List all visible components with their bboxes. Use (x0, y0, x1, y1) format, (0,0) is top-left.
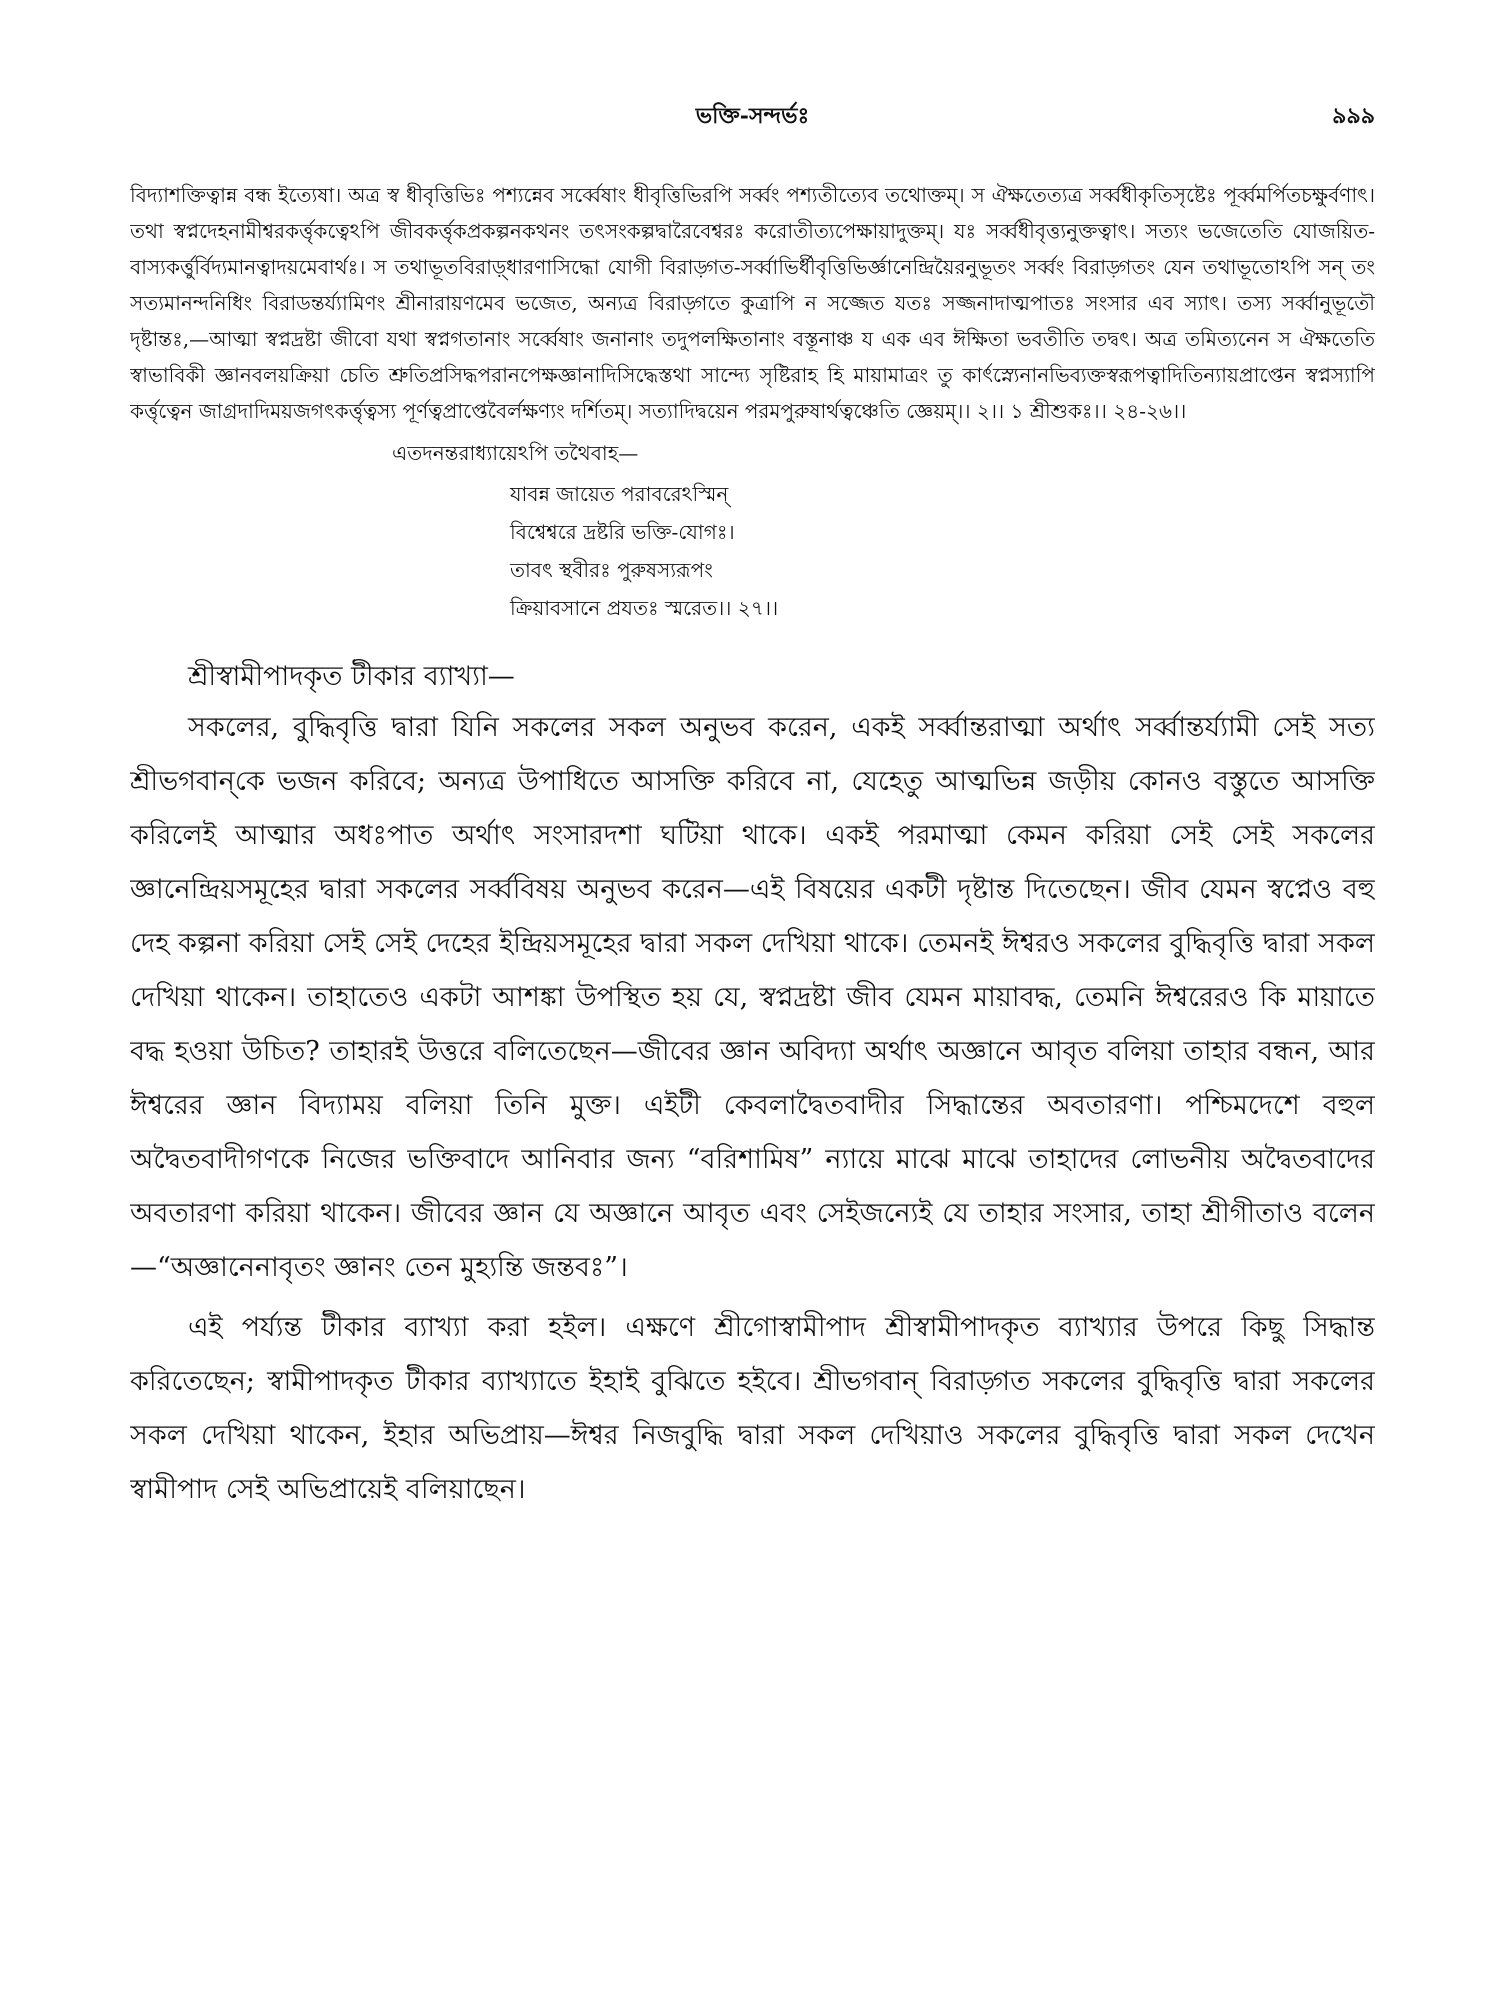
bengali-paragraph: এই পর্য্যন্ত টীকার ব্যাখ্যা করা হইল। এক্ষণে শ্রীগোস্বামীপাদ শ্রীস্বামীপাদকৃত ব্যাখ্যার উপরে কিছু সিদ্ধান্ত করিতেছেন; স্বামীপাদকৃত টীকার ব্যাখ্যাতে ইহাই বুঝিতে হইবে। শ্রীভগবান্ বিরাড়্গত সকলের বুদ্ধিবৃত্তি দ্বারা সকলের সকল দেখিয়া থাকেন, ইহার অভিপ্রায়—ঈশ্বর নিজবুদ্ধি দ্বারা সকল দেখিয়াও সকলের বুদ্ধিবৃত্তি দ্বারা সকল দেখেন স্বামীপাদ সেই অভিপ্রায়েই বলিয়াছেন। (130, 1312, 1375, 1505)
verse-block (510, 475, 1375, 627)
verse-line: যাবন্ন জায়েত পরাবরেঽস্মিন্ (510, 482, 729, 506)
page-header (130, 95, 1375, 141)
verse-intro: এতদনন্তরাধ্যায়েঽপি তথৈবাহ— (392, 441, 639, 465)
page-number: ৯৯৯ (1332, 103, 1375, 129)
book-page (130, 95, 1375, 1975)
verse-line: বিশ্বেশ্বরে দ্রষ্টরি ভক্তি-যোগঃ। (510, 520, 735, 544)
verse-line: তাবৎ স্থবীরঃ পুরুষস্যরূপং (510, 558, 713, 582)
section-heading: শ্রীস্বামীপাদকৃত টীকার ব্যাখ্যা— (188, 661, 515, 692)
bengali-paragraph: সকলের, বুদ্ধিবৃত্তি দ্বারা যিনি সকলের সকল অনুভব করেন, একই সর্ব্বান্তরাত্মা অর্থাৎ সর্ব্বান্তর্য্যামী সেই সত্য শ্রীভগবান্‌কে ভজন করিবে; অন্যত্র উপাধিতে আসক্তি করিবে না, যেহেতু আত্মভিন্ন জড়ীয় কোনও বস্তুতে আসক্তি করিলেই আত্মার অধঃপাত অর্থাৎ সংসারদশা ঘটিয়া থাকে। একই পরমাত্মা কেমন করিয়া সেই সেই সকলের জ্ঞানেন্দ্রিয়সমূহের দ্বারা সকলের সর্ব্ববিষয় অনুভব করেন—এই বিষয়ের একটী দৃষ্টান্ত দিতেছেন। জীব যেমন স্বপ্নেও বহু দেহ কল্পনা করিয়া সেই সেই দেহের ইন্দ্রিয়সমূহের দ্বারা সকল দেখিয়া থাকে। তেমনই ঈশ্বরও সকলের বুদ্ধিবৃত্তি দ্বারা সকল দেখিয়া থাকেন। তাহাতেও একটা আশঙ্কা উপস্থিত হয় যে, স্বপ্নদ্রষ্টা জীব যেমন মায়াবদ্ধ, তেমনি ঈশ্বরেরও কি মায়াতে বদ্ধ হওয়া উচিত? তাহারই উত্তরে বলিতেছেন—জীবের জ্ঞান অবিদ্যা অর্থাৎ অজ্ঞানে আবৃত বলিয়া তাহার বন্ধন, আর ঈশ্বরের জ্ঞান বিদ্যাময় বলিয়া তিনি মুক্ত। এইটী কেবলাদ্বৈতবাদীর সিদ্ধান্তের অবতারণা। পশ্চিমদেশে বহুল অদ্বৈতবাদীগণকে নিজের ভক্তিবাদে আনিবার জন্য “বরিশামিষ” ন্যায়ে মাঝে মাঝে তাহাদের লোভনীয় অদ্বৈতবাদের অবতারণা করিয়া থাকেন। জীবের জ্ঞান যে অজ্ঞানে আবৃত এবং সেইজন্যেই যে তাহার সংসার, তাহা শ্রীগীতাও বলেন—“অজ্ঞানেনাবৃতং জ্ঞানং তেন মুহ্যন্তি জন্তবঃ”। (130, 712, 1375, 1283)
running-title: ভক্তি-সন্দর্ভঃ (695, 103, 810, 129)
sanskrit-commentary: বিদ্যাশক্তিত্বান্ন বন্ধ ইত্যেষা। অত্র স্ব ধীবৃত্তিভিঃ পশ্যন্নেব সর্ব্বেষাং ধীবৃত্তিভিরপি সর্ব্বং পশ্যতীত্যেব তথোক্তম্। স ঐক্ষতেত্যত্র সর্ব্বধীকৃতিসৃষ্টেঃ পূর্ব্বমর্পিতচক্ষুর্বণাৎ। তথা স্বপ্নদেহনামীশ্বরকর্ত্তৃকত্বেঽপি জীবকর্ত্তৃকপ্রকল্পনকথনং তৎসংকল্পদ্বারৈবেশ্বরঃ করোতীত্যপেক্ষায়াদুক্তম্। যঃ সর্ব্বধীবৃত্ত্যনুক্তত্বাৎ। সত্যং ভজেতেতি যোজয়িত-বাস্যকর্ত্তুর্বিদ্যমানত্বাদয়মেবার্থঃ। স তথাভূতবিরাড়্ধারণাসিদ্ধো যোগী বিরাড়্গত-সর্ব্বাভির্ধীবৃত্তিভির্জ্ঞানেন্দ্রিয়ৈরনুভূতং সর্ব্বং বিরাড়্গতং যেন তথাভূতোঽপি সন্ তং সত্যমানন্দনিধিং বিরাডন্তর্য্যামিণং শ্রীনারায়ণমেব ভজেত, অন্যত্র বিরাড়্গতে কুত্রাপি ন সজ্জেত যতঃ সজ্জনাদাত্মপাতঃ সংসার এব স্যাৎ। তস্য সর্ব্বানুভূতৌ দৃষ্টান্তঃ,—আত্মা স্বপ্নদ্রষ্টা জীবো যথা স্বপ্নগতানাং সর্ব্বেষাং জনানাং তদুপলক্ষিতানাং বস্তূনাঞ্চ য এক এব ঈক্ষিতা ভবতীতি তদ্বৎ। অত্র তমিত্যনেন স ঐক্ষতেতি স্বাভাবিকী জ্ঞানবলয়ক্রিয়া চেতি শ্রুতিপ্রসিদ্ধপরানপেক্ষজ্ঞানাদিসিদ্ধেস্তথা সান্দ্যে সৃষ্টিরাহ হি মায়ামাত্রং তু কার্ৎস্ন্যেনানভিব্যক্তস্বরূপত্বাদিতিন্যায়প্রাপ্তেন স্বপ্নস্যাপি কর্ত্তৃত্বেন জাগ্রদাদিময়জগৎকর্ত্তৃত্বস্য পূর্ণত্বপ্রাপ্তেবৈর্লক্ষণ্যং দর্শিতম্। সত্যাদিদ্বয়েন পরমপুরুষার্থত্বঞ্চেতি জ্ঞেয়ম্।। ২।। ১ শ্রীশুকঃ।। ২৪-২৬।। (130, 183, 1375, 423)
verse-line: ক্রিয়াবসানে প্রযতঃ স্মরেত।। ২৭।। (510, 596, 779, 620)
